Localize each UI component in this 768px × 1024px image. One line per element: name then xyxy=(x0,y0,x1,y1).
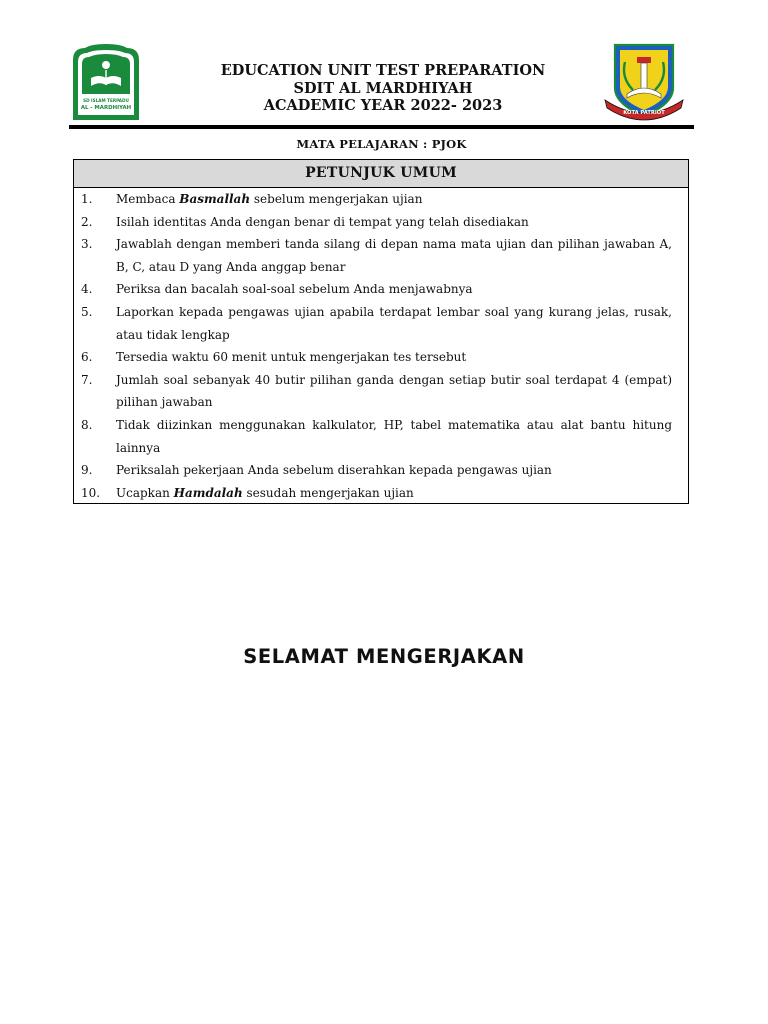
instruction-text-part: Jawablah dengan memberi tanda silang di depan nama mata ujian dan pilihan jawaban A, B, C, atau D yang Anda anggap benar xyxy=(116,237,672,274)
instruction-number: 10. xyxy=(81,485,101,500)
instruction-text xyxy=(116,211,672,234)
instructions-title: PETUNJUK UMUM xyxy=(74,160,688,188)
svg-text:KOTA PATRIOT: KOTA PATRIOT xyxy=(623,110,665,116)
instruction-item xyxy=(74,301,672,346)
instruction-number: 4. xyxy=(81,282,93,297)
school-logo-icon xyxy=(69,44,143,122)
instruction-number: 9. xyxy=(81,463,93,478)
document-header xyxy=(150,62,616,115)
instruction-item xyxy=(74,459,672,482)
instruction-text-part: Isilah identitas Anda dengan benar di tempat yang telah disediakan xyxy=(116,214,529,229)
header-divider xyxy=(69,125,694,129)
instruction-text-part: sesudah mengerjakan ujian xyxy=(242,485,414,500)
instruction-item xyxy=(74,482,672,505)
instruction-text xyxy=(116,188,672,211)
instruction-text-part: Laporkan kepada pengawas ujian apabila terdapat lembar soal yang kurang jelas, rusak, atau tidak lengkap xyxy=(116,304,672,342)
instruction-number: 1. xyxy=(81,192,93,206)
instruction-emphasis: Hamdalah xyxy=(173,485,243,500)
closing-message: SELAMAT MENGERJAKAN xyxy=(243,645,525,668)
instructions-box xyxy=(73,159,689,504)
instruction-item xyxy=(74,369,672,414)
city-emblem-icon xyxy=(603,42,685,124)
instruction-text-part: Tersedia waktu 60 menit untuk mengerjakan tes tersebut xyxy=(116,350,467,365)
instruction-text xyxy=(116,233,672,278)
instruction-text-part: sebelum mengerjakan ujian xyxy=(250,192,423,206)
instruction-text xyxy=(116,414,672,459)
instruction-text-part: Tidak diizinkan menggunakan kalkulator, HP, tabel matematika atau alat bantu hitung lainnya xyxy=(116,417,672,455)
svg-text:SD ISLAM TERPADU: SD ISLAM TERPADU xyxy=(83,98,129,103)
subject-label: MATA PELAJARAN : PJOK xyxy=(296,137,467,151)
instructions-list xyxy=(74,188,688,504)
instruction-text xyxy=(116,346,672,369)
instruction-text xyxy=(116,459,672,482)
instruction-text-part: Periksalah pekerjaan Anda sebelum diserahkan kepada pengawas ujian xyxy=(116,463,552,478)
instruction-item xyxy=(74,188,672,211)
instruction-text xyxy=(116,369,672,414)
instruction-text xyxy=(116,278,672,301)
header-line-3: ACADEMIC YEAR 2022- 2023 xyxy=(263,97,503,114)
instruction-text-part: Membaca xyxy=(116,192,180,206)
instruction-number: 5. xyxy=(81,304,93,319)
instruction-number: 3. xyxy=(81,237,93,252)
instruction-item xyxy=(74,414,672,459)
instruction-text-part: Ucapkan xyxy=(116,485,174,500)
instruction-emphasis: Basmallah xyxy=(179,192,251,206)
instruction-number: 2. xyxy=(81,214,93,229)
svg-text:AL - MARDHIYAH: AL - MARDHIYAH xyxy=(80,105,132,111)
instruction-text xyxy=(116,482,672,505)
instruction-number: 7. xyxy=(81,372,93,387)
instruction-text-part: Periksa dan bacalah soal-soal sebelum Anda menjawabnya xyxy=(116,282,473,297)
instruction-item xyxy=(74,233,672,278)
instruction-number: 8. xyxy=(81,417,93,432)
instruction-number: 6. xyxy=(81,350,93,365)
header-line-2: SDIT AL MARDHIYAH xyxy=(293,79,473,97)
instruction-item xyxy=(74,278,672,301)
header-line-1: EDUCATION UNIT TEST PREPARATION xyxy=(220,62,546,79)
instruction-item xyxy=(74,211,672,234)
instruction-text-part: Jumlah soal sebanyak 40 butir pilihan ganda dengan setiap butir soal terdapat 4 (empat) pilihan jawaban xyxy=(116,372,672,410)
instruction-text xyxy=(116,301,672,346)
instruction-item xyxy=(74,346,672,369)
